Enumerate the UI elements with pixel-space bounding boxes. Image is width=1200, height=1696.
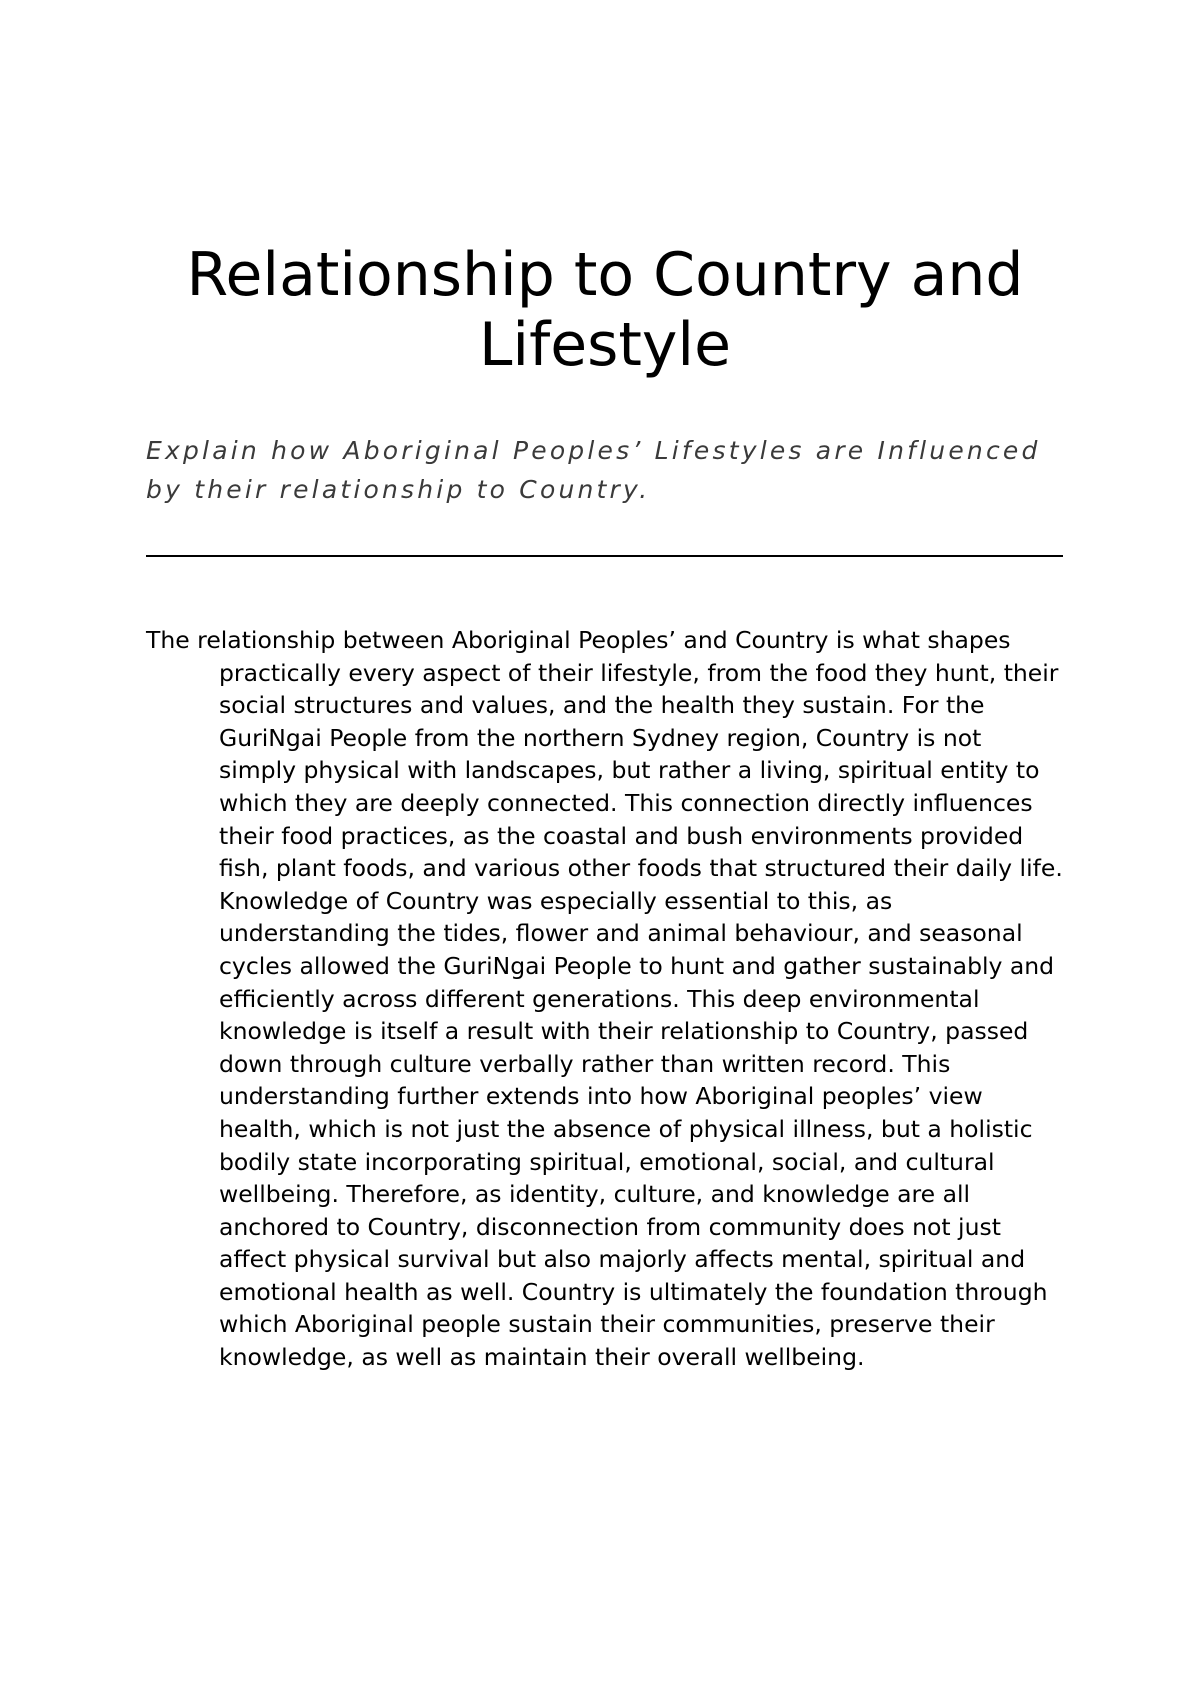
horizontal-divider <box>146 555 1063 557</box>
body-paragraph: The relationship between Aboriginal Peoples’ and Country is what shapes practically every aspect of their lifestyle, from the food they hunt, their social structures and values, and the health they sustain. For the GuriNgai People from the northern Sydney region, Country is not simply physical with landscapes, but rather a living, spiritual entity to which they are deeply connected. This connection directly influences their food practices, as the coastal and bush environments provided fish, plant foods, and various other foods that structured their daily life. Knowledge of Country was especially essential to this, as understanding the tides, flower and animal behaviour, and seasonal cycles allowed the GuriNgai People to hunt and gather sustainably and efficiently across different generations. This deep environmental knowledge is itself a result with their relationship to Country, passed down through culture verbally rather than written record. This understanding further extends into how Aboriginal peoples’ view health, which is not just the absence of physical illness, but a holistic bodily state incorporating spiritual, emotional, social, and cultural wellbeing. Therefore, as identity, culture, and knowledge are all anchored to Country, disconnection from community does not just affect physical survival but also majorly affects mental, spiritual and emotional health as well. Country is ultimately the foundation through which Aboriginal people sustain their communities, preserve their knowledge, as well as maintain their overall wellbeing. <box>146 626 1063 1372</box>
document-title: Relationship to Country and Lifestyle <box>186 240 1024 380</box>
document-subtitle: Explain how Aboriginal Peoples’ Lifestyles are Influenced by their relationship to Country. <box>146 436 1041 504</box>
